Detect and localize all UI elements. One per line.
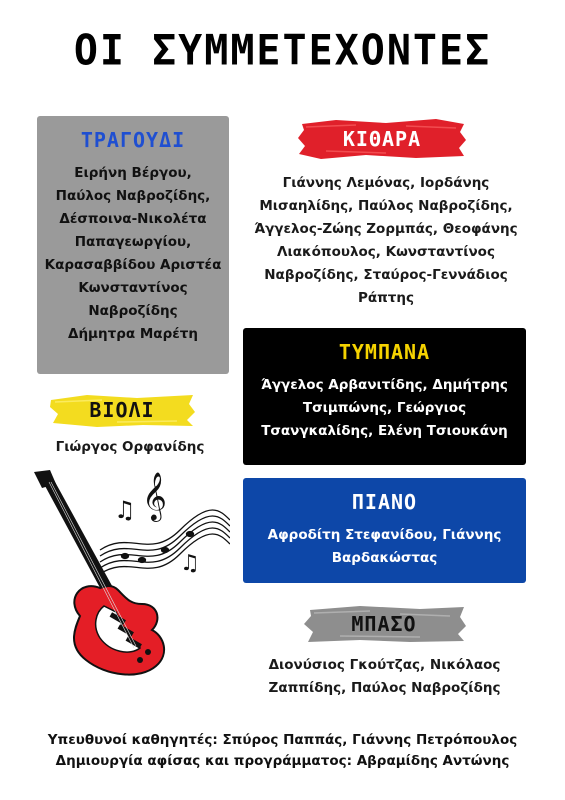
song-names: Ειρήνη Βέργου, Παύλος Ναβροζίδης, Δέσποινα-Νικολέτα Παπαγεωργίου, Καρασαββίδου Αριστέα Κωνσταντίνος Ναβροζίδης Δήμητρα Μαρέτη	[44, 165, 222, 342]
poster-title: ΟΙ ΣΥΜΜΕΤΕΧΟΝΤΕΣ	[73, 26, 492, 76]
svg-text:♫: ♫	[114, 496, 136, 524]
footer	[0, 730, 565, 772]
violin-names: Γιώργος Ορφανίδης	[55, 439, 205, 455]
song-heading: ΤΡΑΓΟΥΔΙ	[80, 128, 186, 152]
svg-text:♫: ♫	[180, 551, 200, 576]
piano-heading: ΠΙΑΝΟ	[351, 490, 418, 514]
footer-teachers: Υπευθυνοί καθηγητές: Σπύρος Παππάς, Γιάννης Πετρόπουλος	[47, 732, 518, 748]
bass-heading: ΜΠΑΣΟ	[351, 612, 417, 636]
guitar-heading: ΚΙΘΑΡΑ	[342, 127, 422, 151]
guitar-names: Γιάννης Λεμόνας, Ιορδάνης Μισαηλίδης, Παύλος Ναβροζίδης, Άγγελος-Ζώης Ζορμπάς, Θεοφάνης Λιακόπουλος, Κωνσταντίνος Ναβροζίδης, Σταύρος-Γεννάδιος Ράπτης	[254, 175, 518, 306]
guitar-music-illustration	[30, 470, 230, 710]
drums-heading: ΤΥΜΠΑΝΑ	[338, 340, 431, 364]
song-section	[37, 116, 229, 374]
bass-names: Διονύσιος Γκούτζας, Νικόλαος Ζαππίδης, Παύλος Ναβροζίδης	[268, 657, 501, 696]
violin-heading: ΒΙΟΛΙ	[89, 398, 155, 422]
treble-clef-icon	[142, 471, 167, 522]
guitar-heading-banner	[296, 118, 468, 160]
drums-names: Άγγελος Αρβανιτίδης, Δημήτρης Τσιμπώνης, Γεώργιος Τσανγκαλίδης, Ελένη Τσιουκάνη	[261, 377, 508, 439]
piano-section	[243, 478, 526, 583]
drums-section	[243, 328, 526, 465]
violin-heading-banner	[47, 392, 197, 428]
svg-text:𝄞: 𝄞	[142, 471, 167, 520]
piano-names: Αφροδίτη Στεφανίδου, Γιάννης Βαρδακώστας	[267, 527, 502, 566]
bass-heading-banner	[300, 604, 468, 644]
footer-design: Δημιουργία αφίσας και προγράμματος: Αβραμίδης Αντώνης	[55, 753, 510, 769]
